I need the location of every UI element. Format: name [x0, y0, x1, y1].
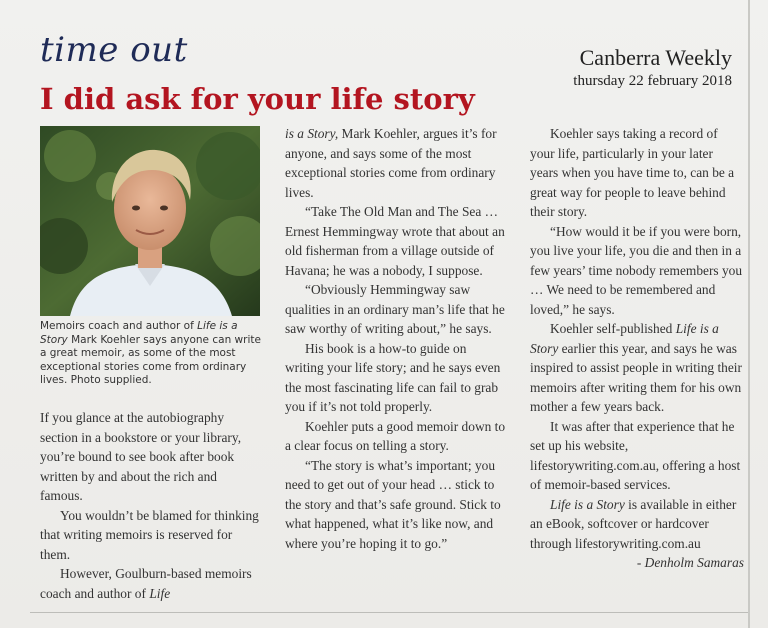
article-column-2	[285, 124, 507, 553]
paragraph	[530, 495, 744, 554]
paragraph	[530, 319, 744, 417]
masthead	[573, 45, 732, 91]
paragraph-text: earlier this year, and says he was inspired to assist people in writing their memoirs after writing them for his own mother a few years back.	[530, 340, 742, 414]
section-title: time out	[40, 30, 188, 70]
byline: - Denholm Samaras	[636, 555, 744, 570]
photo-caption	[40, 320, 264, 388]
bottom-rule	[30, 612, 748, 613]
article-column-3	[530, 124, 744, 573]
paragraph	[40, 564, 260, 603]
caption-prefix: Memoirs coach and author of	[40, 320, 198, 332]
paragraph: “Obviously Hemmingway saw qualities in an ordinary man’s life that he saw worthy of writing about,” he says.	[285, 282, 505, 336]
paragraph-text: However, Goulburn-based memoirs coach and author of	[40, 566, 252, 601]
paragraph: You wouldn’t be blamed for thinking that writing memoirs is reserved for them.	[40, 507, 259, 562]
paragraph: Koehler says taking a record of your life, particularly in your later years when you have time to, can be a great way for people to leave behind their story.	[530, 126, 735, 219]
photo-credit: Photo supplied.	[70, 374, 152, 386]
publication-name: Canberra Weekly	[579, 45, 732, 70]
portrait-image	[40, 126, 260, 316]
author-photo	[40, 126, 260, 316]
issue-date: thursday 22 february 2018	[573, 73, 732, 89]
book-title-italic: Life is a Story	[550, 496, 625, 512]
book-title-italic: Life is a Story	[530, 321, 719, 356]
paragraph-text: Koehler self-published	[550, 321, 676, 336]
page-edge-rule	[748, 0, 750, 628]
paragraph: His book is a how-to guide on writing your life story; and he says even the most fascinating life can fail to grab you if it’s not told properly.	[285, 340, 501, 414]
paragraph: It was after that experience that he set up his website, lifestorywriting.com.au, offering a host of memoir-based services.	[530, 418, 741, 492]
paragraph-text: is available in either an eBook, softcover or hardcover through lifestorywriting.com.au	[530, 496, 737, 551]
paragraph: “Take The Old Man and The Sea … Ernest Hemmingway wrote that about an old fisherman from a village outside of Havana; he was a nobody, I suppose.	[285, 204, 505, 278]
headline: I did ask for your life story	[40, 82, 475, 116]
paragraph	[285, 124, 507, 202]
paragraph: Koehler puts a good memoir down to a clear focus on telling a story.	[285, 418, 506, 453]
book-title-italic: is a Story,	[285, 126, 339, 141]
caption-text: Mark Koehler says anyone can write a great memoir, as some of the most exceptional stories come from ordinary lives.	[40, 333, 261, 386]
caption-book-title: Life is a Story	[40, 320, 238, 346]
paragraph: “How would it be if you were born, you live your life, you die and then in a few years’ time nobody remembers you … We need to be remembered and loved,” he says.	[530, 223, 743, 317]
article-column-1	[40, 408, 260, 603]
paragraph-text: Mark Koehler, argues it’s for anyone, and says some of the most exceptional stories come from ordinary lives.	[285, 126, 497, 200]
book-title-italic: Life	[149, 585, 171, 601]
paragraph: “The story is what’s important; you need to get out of your head … stick to the story and that’s safe ground. Stick to what happened, what it’s like now, and where you’re hoping it to go.”	[285, 457, 501, 551]
paragraph: If you glance at the autobiography section in a bookstore or your library, you’re bound to see book after book written by and about the rich and famous.	[40, 410, 242, 503]
